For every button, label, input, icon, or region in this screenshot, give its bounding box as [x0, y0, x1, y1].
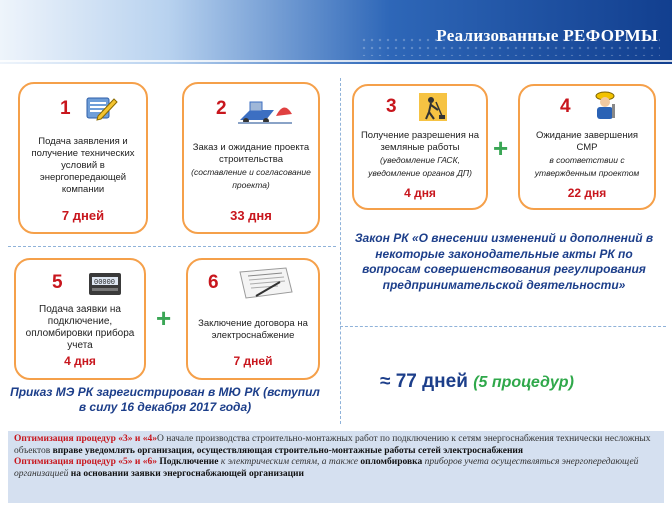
step-description: Подача заявки на подключение, опломбировки прибора учета: [25, 304, 135, 351]
construction-icon: [236, 92, 294, 131]
worker-shovel-icon: [418, 92, 448, 127]
step-description: Заключение договора на электроснабжение: [198, 318, 308, 341]
contract-document-icon: [234, 266, 296, 305]
step-card-3: [352, 84, 488, 210]
svg-text:00000: 00000: [94, 279, 116, 287]
separator-top-left: [8, 246, 336, 247]
optimization-notes: [8, 431, 664, 503]
step-duration: 33 дня: [230, 208, 272, 223]
step-number: 4: [560, 96, 571, 117]
optimization-note-1: Оптимизация процедур «3» и «4»О начале производства строительно-монтажных работ по подключению к сетям энергоснабжения технически несложных объектов вправе уведомлять организация, осуществляющая строительно-монтажные работы сетей электроснабжения: [14, 434, 651, 456]
step-duration: 4 дня: [404, 186, 436, 200]
form-pen-icon: [84, 94, 118, 127]
step-description: Ожидание завершения СМР в соответствии с утвержденным проектом: [534, 130, 640, 178]
worker-tools-icon: [590, 90, 620, 127]
step-note: в соответствии с утвержденным проектом: [534, 155, 640, 178]
step-card-5: [14, 258, 146, 380]
step-number: 3: [386, 96, 397, 117]
total-days: ≈ 77 дней: [380, 371, 468, 392]
step-description: Получение разрешения на земляные работы (уведомление ГАСК, уведомление органов ДП): [360, 130, 480, 178]
step-duration: 4 дня: [64, 354, 96, 368]
slide-title: Реализованные РЕФОРМЫ: [436, 26, 658, 45]
total-summary: [380, 371, 574, 393]
separator-right: [340, 326, 666, 327]
step-duration: 7 дней: [233, 354, 273, 368]
step-card-6: [186, 258, 320, 380]
step-description: Заказ и ожидание проекта строительства (составление и согласование проекта): [191, 142, 311, 190]
step-duration: 22 дня: [567, 186, 607, 200]
step-number: 2: [216, 98, 227, 119]
step-number: 5: [52, 272, 63, 293]
slide-header: [0, 0, 672, 64]
header-underline: [0, 60, 672, 62]
electricity-meter-icon: [88, 272, 122, 301]
law-reference: Закон РК «О внесении изменений и дополнений в некоторые законодательные акты РК по вопросам совершенствования регулирования предпринимательской деятельности»: [354, 231, 654, 292]
step-duration: 7 дней: [61, 208, 105, 223]
plus-icon: +: [493, 133, 509, 163]
plus-icon: +: [156, 303, 172, 333]
step-card-4: [518, 84, 656, 210]
separator-vertical: [340, 78, 341, 424]
step-description: Подача заявления и получение технических условий в энергопередающей компании: [31, 136, 135, 195]
optimization-note-2: Оптимизация процедур «5» и «6» Подключение к электрическим сетям, а также опломбировка приборов учета осуществляться энергопередающей организацией на основании заявки энергоснабжающей организации: [14, 457, 639, 479]
step-note: (составление и согласование проекта): [191, 167, 311, 190]
total-procedures: (5 процедур): [473, 374, 574, 391]
step-number: 6: [208, 272, 219, 293]
step-card-1: [18, 82, 148, 234]
step-note: (уведомление ГАСК, уведомление органов ДП): [368, 155, 472, 178]
order-reference: Приказ МЭ РК зарегистрирован в МЮ РК (вступил в силу 16 декабря 2017 года): [10, 385, 320, 414]
step-number: 1: [60, 98, 71, 119]
step-card-2: [182, 82, 320, 234]
